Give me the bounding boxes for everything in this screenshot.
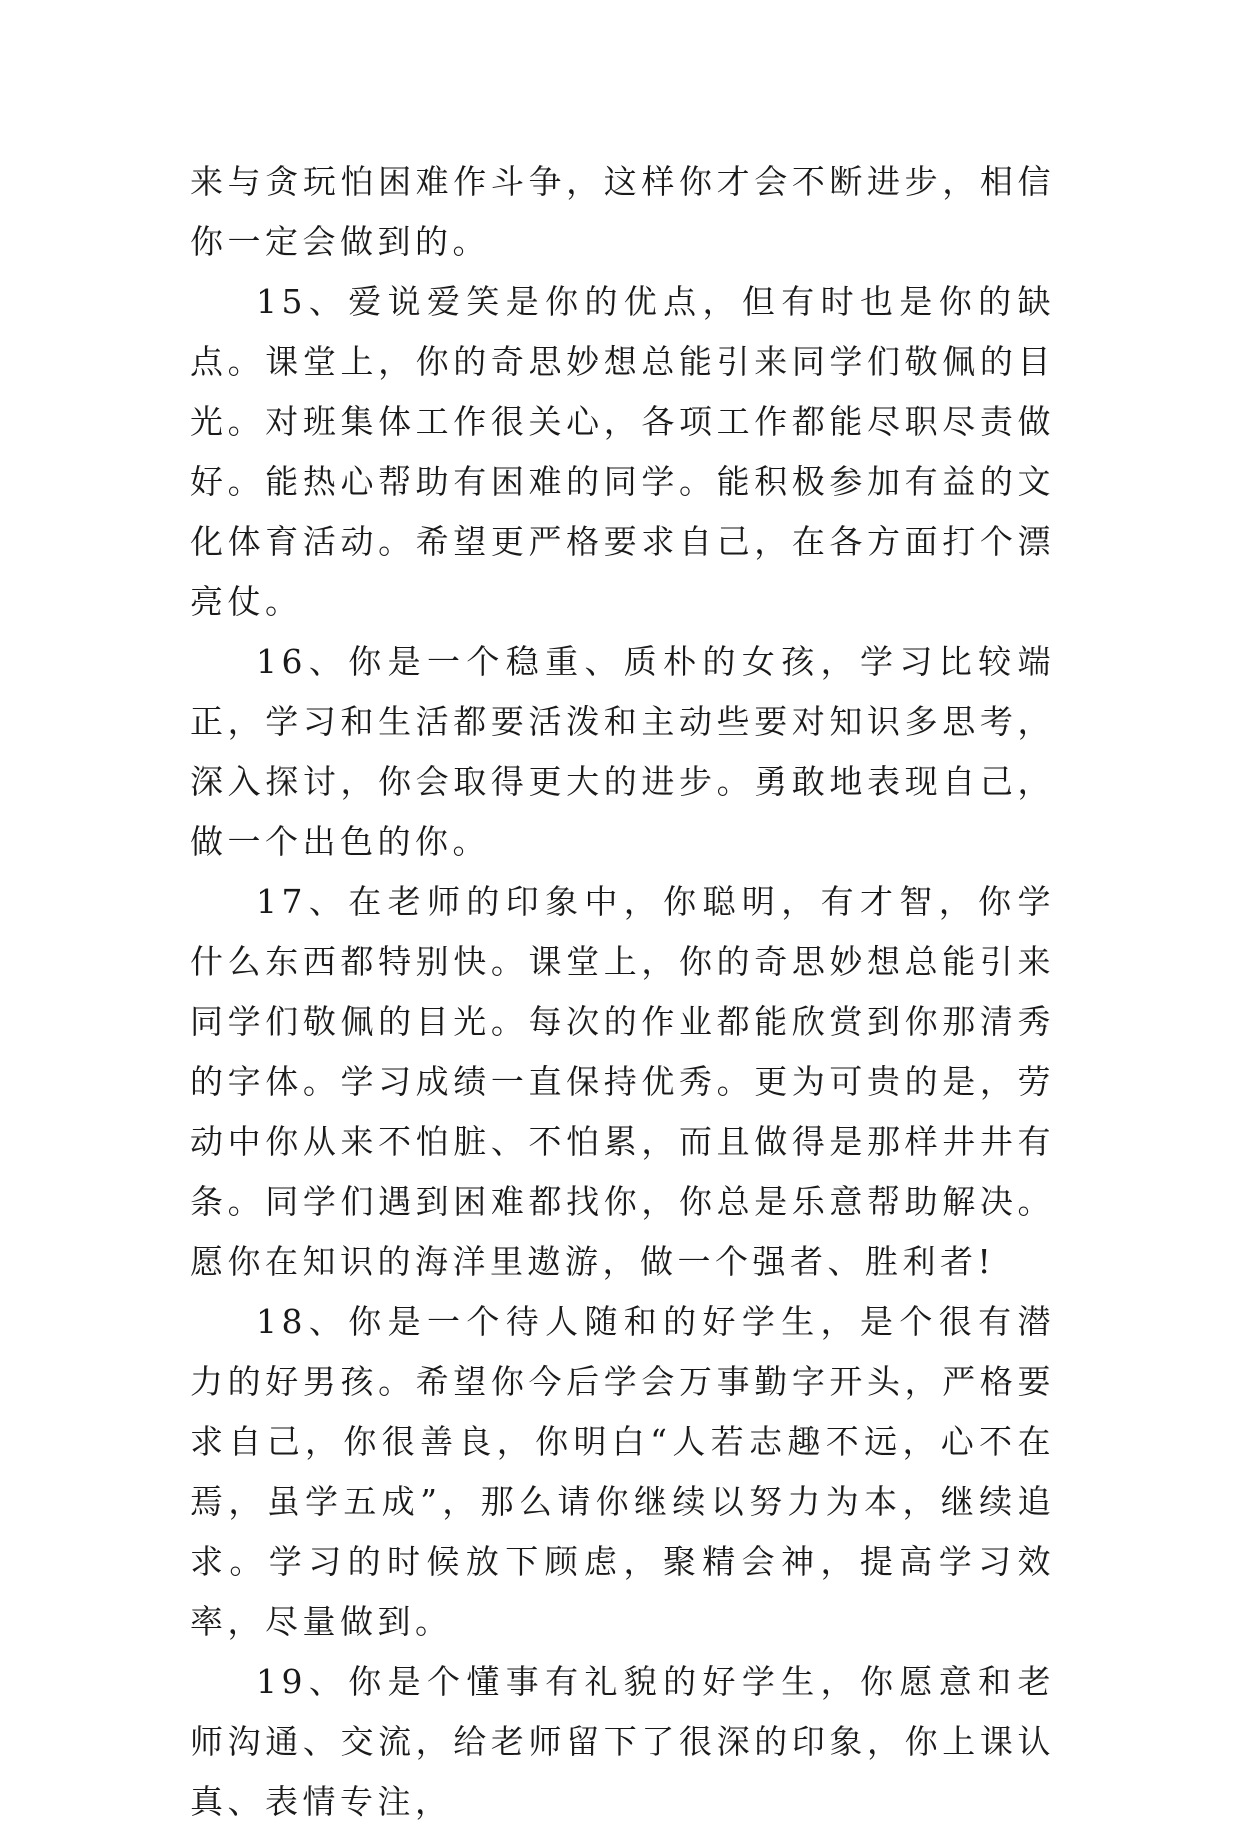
paragraph-comment-18: 18、你是一个待人随和的好学生，是个很有潜力的好男孩。希望你今后学会万事勤字开头，严格要求自己，你很善良，你明白“人若志趣不远，心不在焉，虽学五成”，那么请你继续以努力为本，继续追求。学习的时候放下顾虑，聚精会神，提高学习效率，尽量做到。 (190, 1302, 1055, 1641)
paragraph-comment-15: 15、爱说爱笑是你的优点，但有时也是你的缺点。课堂上，你的奇思妙想总能引来同学们敬佩的目光。对班集体工作很关心，各项工作都能尽职尽责做好。能热心帮助有困难的同学。能积极参加有益的文化体育活动。希望更严格要求自己，在各方面打个漂亮仗。 (190, 282, 1055, 621)
document-body (190, 152, 1055, 1832)
paragraph-comment-17: 17、在老师的印象中，你聪明，有才智，你学什么东西都特别快。课堂上，你的奇思妙想总能引来同学们敬佩的目光。每次的作业都能欣赏到你那清秀的字体。学习成绩一直保持优秀。更为可贵的是，劳动中你从来不怕脏、不怕累，而且做得是那样井井有条。同学们遇到困难都找你，你总是乐意帮助解决。愿你在知识的海洋里遨游，做一个强者、胜利者! (190, 882, 1055, 1281)
paragraph-comment-16: 16、你是一个稳重、质朴的女孩，学习比较端正，学习和生活都要活泼和主动些要对知识多思考，深入探讨，你会取得更大的进步。勇敢地表现自己，做一个出色的你。 (190, 642, 1055, 861)
paragraph-continuation: 来与贪玩怕困难作斗争，这样你才会不断进步，相信你一定会做到的。 (190, 162, 1055, 261)
paragraph-comment-19: 19、你是个懂事有礼貌的好学生，你愿意和老师沟通、交流，给老师留下了很深的印象，你上课认真、表情专注， (190, 1662, 1055, 1821)
